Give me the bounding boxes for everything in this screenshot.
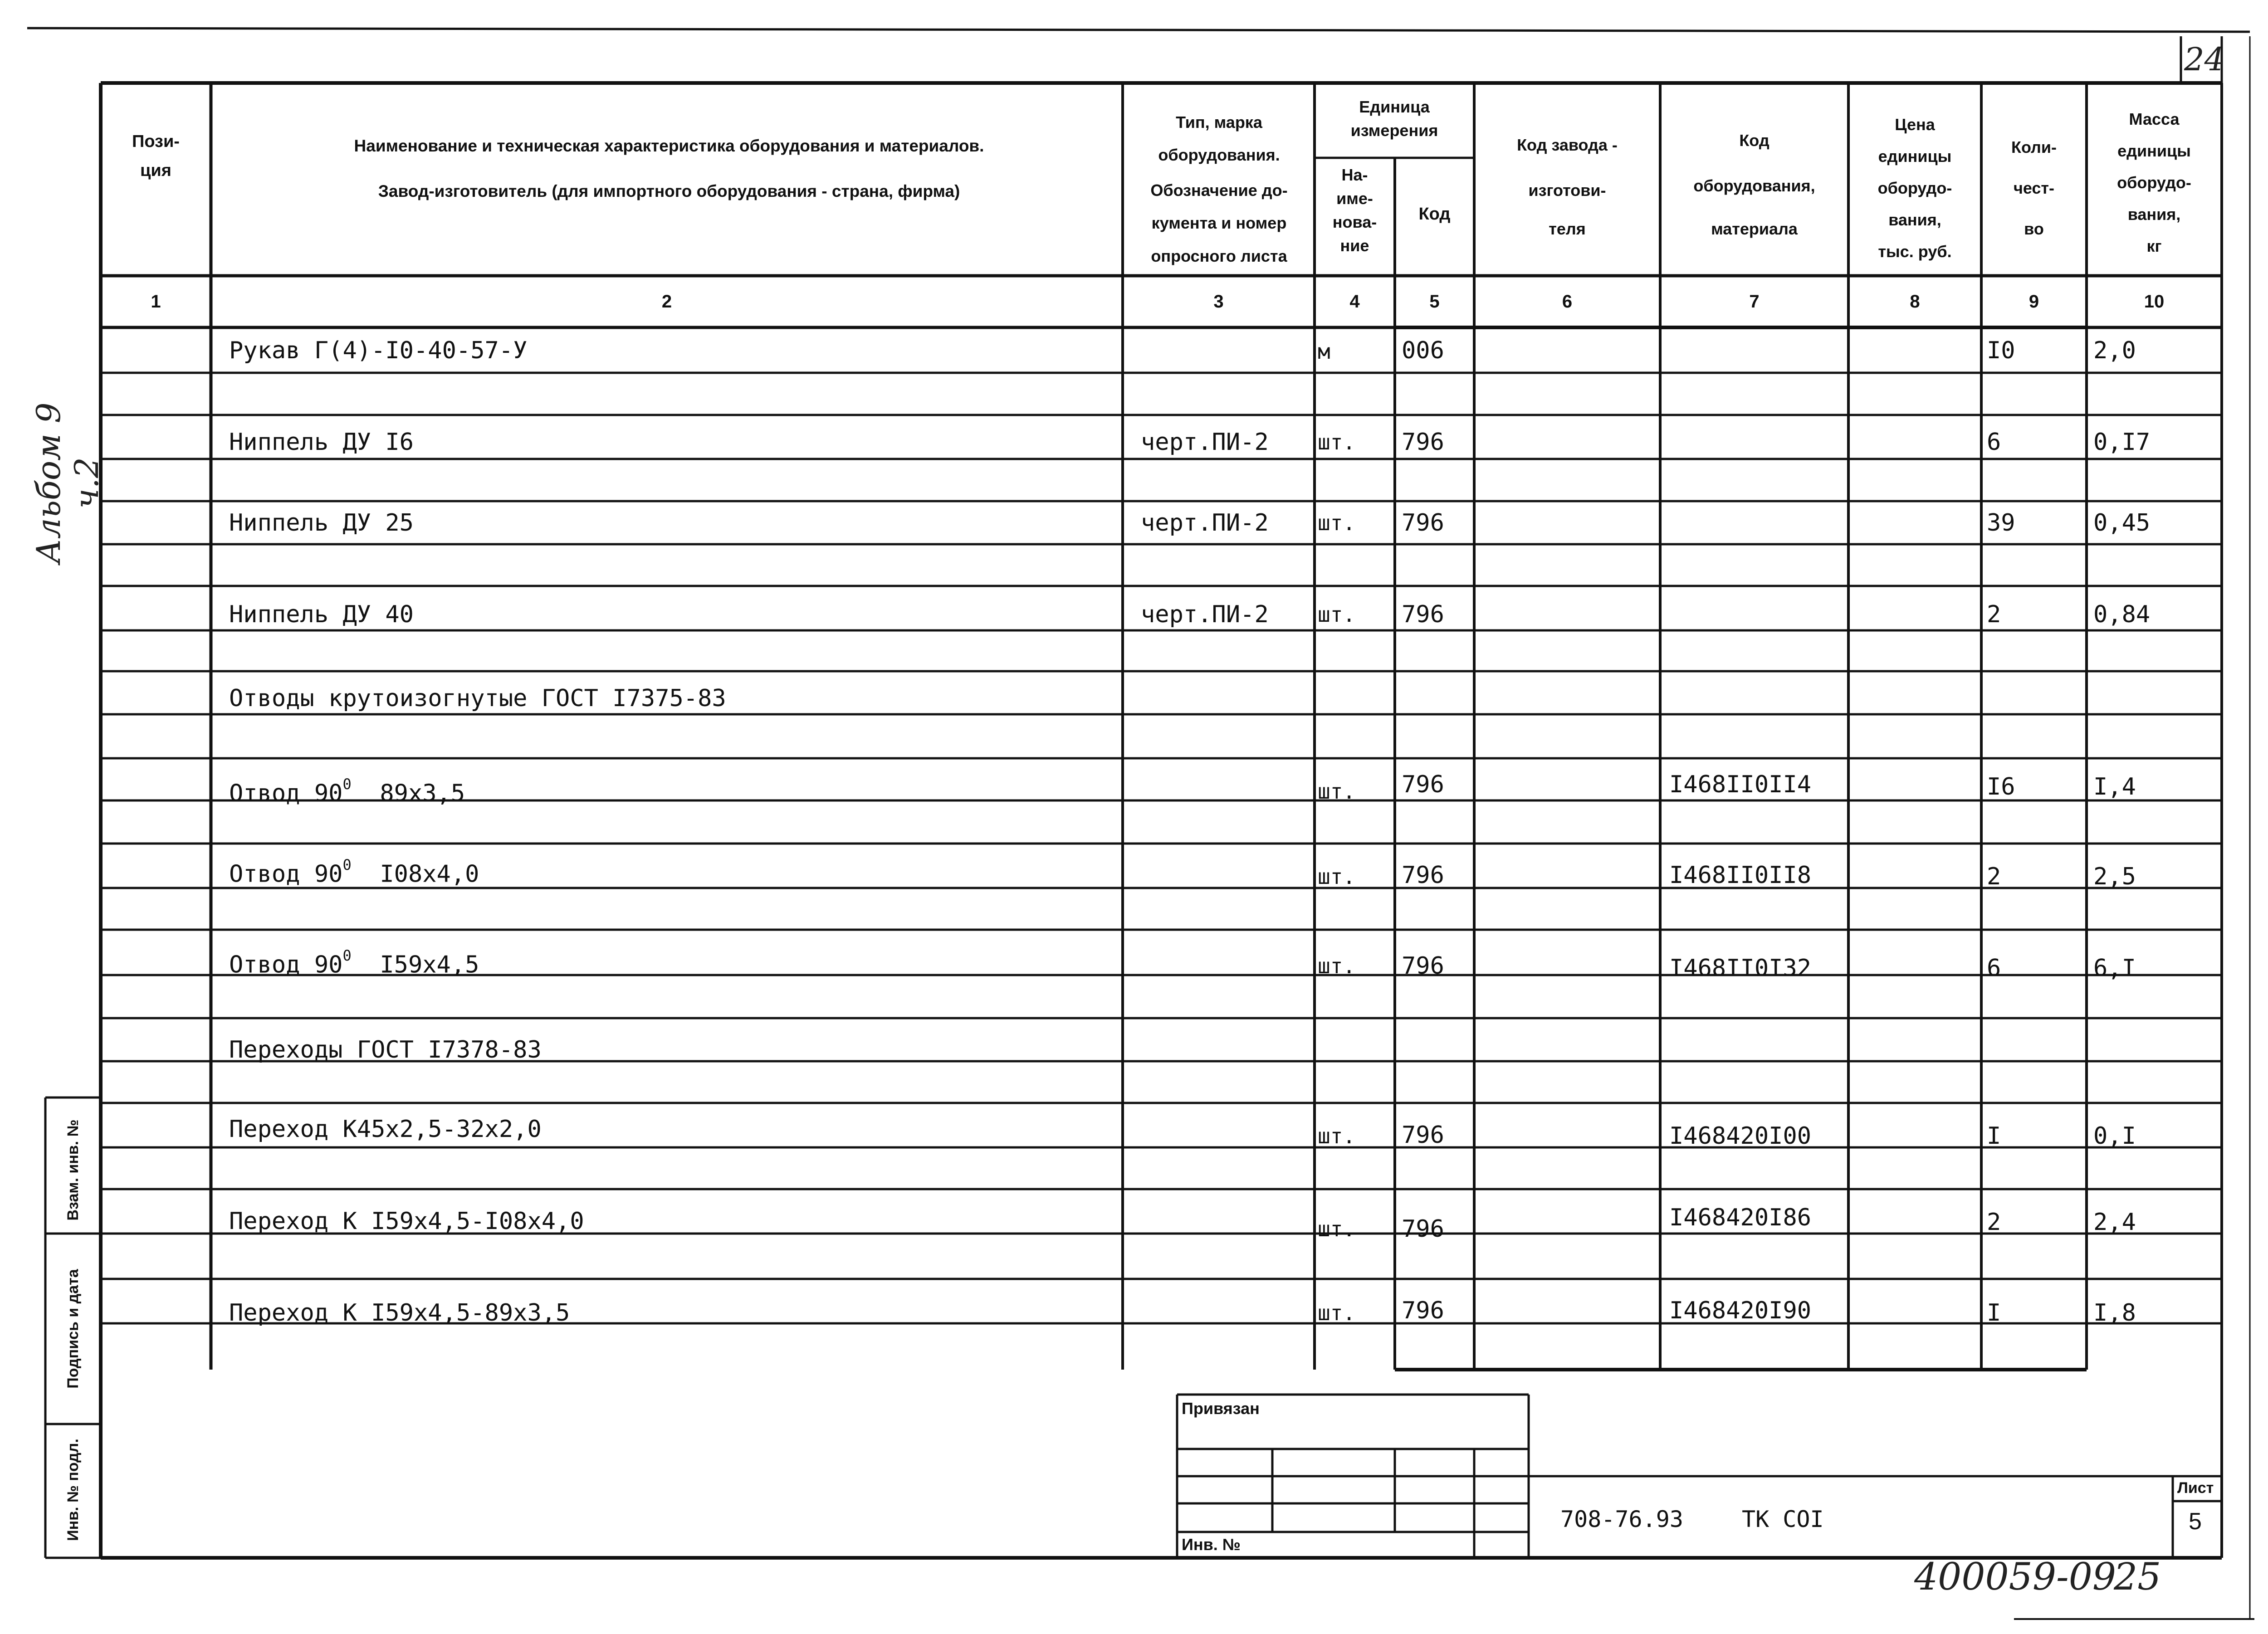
header-equip-code-l1: Код xyxy=(1739,131,1769,150)
row-11-mass: I,8 xyxy=(2093,1299,2136,1327)
list-number: 5 xyxy=(2189,1508,2202,1535)
header-unit-code: Код xyxy=(1418,205,1451,224)
row-6-name: Отвод $90^0$ I08х4,0 xyxy=(229,856,479,888)
colnum-3: 3 xyxy=(1213,292,1224,312)
colnum-8: 8 xyxy=(1910,292,1920,312)
stamp-privyazan: Привязан xyxy=(1182,1399,1260,1418)
row-11-name: Переход К I59х4,5-89х3,5 xyxy=(229,1299,570,1327)
side-label-inv-podl: Инв. № подл. xyxy=(64,1439,82,1541)
side-label-vzam: Взам. инв. № xyxy=(64,1119,82,1221)
colnum-2: 2 xyxy=(661,292,672,312)
row-5-name: Отвод $90^0$ 89х3,5 xyxy=(229,776,465,807)
row-7-code: 796 xyxy=(1402,952,1444,980)
row-3-code: 796 xyxy=(1402,601,1444,628)
row-0-name: Рукав Г(4)-I0-40-57-У xyxy=(229,337,528,364)
row-3-unit: шт. xyxy=(1318,602,1356,627)
row-9-name: Переход К45х2,5-32х2,0 xyxy=(229,1116,542,1143)
header-unit-group: Единица измерения xyxy=(1350,98,1438,140)
list-label: Лист xyxy=(2177,1479,2214,1497)
row-9-unit: шт. xyxy=(1318,1124,1356,1148)
header-factory-l3: теля xyxy=(1549,219,1586,238)
row-6-equip-code: I468II0II8 xyxy=(1669,862,1812,889)
row-2-unit: шт. xyxy=(1318,511,1356,535)
row-3-type: черт.ПИ-2 xyxy=(1141,601,1269,628)
colnum-4: 4 xyxy=(1349,292,1360,312)
row-0-code: 006 xyxy=(1402,337,1444,364)
row-0-unit: м xyxy=(1318,339,1330,364)
row-3-name: Ниппель ДУ 40 xyxy=(229,601,414,628)
row-1-mass: 0,I7 xyxy=(2093,429,2151,456)
header-type-l3: Обозначение до- xyxy=(1150,181,1288,200)
stamp-inv-no: Инв. № xyxy=(1182,1535,1241,1554)
row-0-qty: I0 xyxy=(1987,337,2015,364)
row-6-code: 796 xyxy=(1402,862,1444,889)
page-number: 24 xyxy=(2184,41,2225,78)
header-unit-name: На- име- нова- ние xyxy=(1332,166,1377,255)
row-5-mass: I,4 xyxy=(2093,773,2136,800)
archive-sheet: 25 xyxy=(2114,1556,2161,1599)
row-11-code: 796 xyxy=(1402,1297,1444,1324)
row-1-code: 796 xyxy=(1402,429,1444,456)
row-2-code: 796 xyxy=(1402,509,1444,537)
row-4-name: Отводы крутоизогнутые ГОСТ I7375-83 xyxy=(229,685,726,712)
row-6-unit: шт. xyxy=(1318,864,1356,889)
row-5-code: 796 xyxy=(1402,771,1444,798)
colnum-7: 7 xyxy=(1749,292,1760,312)
row-7-equip-code: I468II0I32 xyxy=(1669,955,1812,982)
header-factory-l1: Код завода - xyxy=(1517,136,1618,154)
row-11-qty: I xyxy=(1987,1299,2001,1327)
colnum-10: 10 xyxy=(2144,292,2165,312)
row-10-qty: 2 xyxy=(1987,1209,2001,1236)
album-label: Альбом 9 ч.2 xyxy=(29,402,106,564)
colnum-1: 1 xyxy=(151,292,161,312)
header-equip-code-l3: материала xyxy=(1711,219,1798,238)
row-7-name: Отвод $90^0$ I59х4,5 xyxy=(229,947,479,979)
header-mass: Масса единицы оборудо- вания, кг xyxy=(2117,110,2191,255)
row-7-unit: шт. xyxy=(1318,954,1356,978)
header-type-l1: Тип, марка xyxy=(1176,113,1262,132)
row-2-qty: 39 xyxy=(1987,509,2015,537)
row-6-mass: 2,5 xyxy=(2093,863,2136,890)
row-11-equip-code: I468420I90 xyxy=(1669,1297,1812,1324)
doc-code: 708-76.93 xyxy=(1560,1506,1683,1532)
side-label-podpis: Подпись и дата xyxy=(64,1269,82,1389)
row-9-qty: I xyxy=(1987,1122,2001,1150)
row-10-unit: шт. xyxy=(1318,1217,1356,1241)
row-2-mass: 0,45 xyxy=(2093,509,2151,537)
row-10-code: 796 xyxy=(1402,1215,1444,1243)
row-7-qty: 6 xyxy=(1987,955,2001,982)
row-2-name: Ниппель ДУ 25 xyxy=(229,509,414,537)
row-3-mass: 0,84 xyxy=(2093,601,2151,628)
header-position: Пози- ция xyxy=(132,132,180,180)
row-3-qty: 2 xyxy=(1987,601,2001,628)
row-10-name: Переход К I59х4,5-I08х4,0 xyxy=(229,1208,584,1235)
header-equip-code-l2: оборудования, xyxy=(1693,176,1815,195)
doc-tk: ТК СОI xyxy=(1742,1506,1824,1532)
row-9-mass: 0,I xyxy=(2093,1122,2136,1150)
archive-number: 400059-09 xyxy=(1914,1556,2116,1599)
row-5-unit: шт. xyxy=(1318,779,1356,804)
row-1-qty: 6 xyxy=(1987,429,2001,456)
header-quantity: Коли- чест- во xyxy=(2011,138,2057,238)
row-9-equip-code: I468420I00 xyxy=(1669,1122,1812,1150)
colnum-5: 5 xyxy=(1429,292,1440,312)
header-price: Цена единицы оборудо- вания, тыс. руб. xyxy=(1877,115,1952,261)
header-type-l2: оборудования. xyxy=(1158,146,1280,164)
row-2-type: черт.ПИ-2 xyxy=(1141,509,1269,537)
row-0-mass: 2,0 xyxy=(2093,337,2136,364)
row-10-equip-code: I468420I86 xyxy=(1669,1204,1812,1231)
row-8-name: Переходы ГОСТ I7378-83 xyxy=(229,1036,542,1063)
header-type-l5: опросного листа xyxy=(1151,247,1287,265)
header-name-line2: Завод-изготовитель (для импортного оборудования - страна, фирма) xyxy=(378,182,960,200)
header-type-l4: кумента и номер xyxy=(1151,214,1287,232)
row-6-qty: 2 xyxy=(1987,863,2001,890)
row-1-type: черт.ПИ-2 xyxy=(1141,429,1269,456)
row-9-code: 796 xyxy=(1402,1122,1444,1149)
row-5-equip-code: I468II0II4 xyxy=(1669,771,1812,798)
row-11-unit: шт. xyxy=(1318,1301,1356,1325)
header-factory-l2: изготови- xyxy=(1528,181,1606,200)
row-10-mass: 2,4 xyxy=(2093,1209,2136,1236)
header-name-line1: Наименование и техническая характеристика оборудования и материалов. xyxy=(354,137,984,155)
row-7-mass: 6,I xyxy=(2093,955,2136,982)
colnum-6: 6 xyxy=(1562,292,1573,312)
row-1-name: Ниппель ДУ I6 xyxy=(229,429,414,456)
row-5-qty: I6 xyxy=(1987,773,2015,800)
colnum-9: 9 xyxy=(2028,292,2039,312)
row-1-unit: шт. xyxy=(1318,430,1356,454)
